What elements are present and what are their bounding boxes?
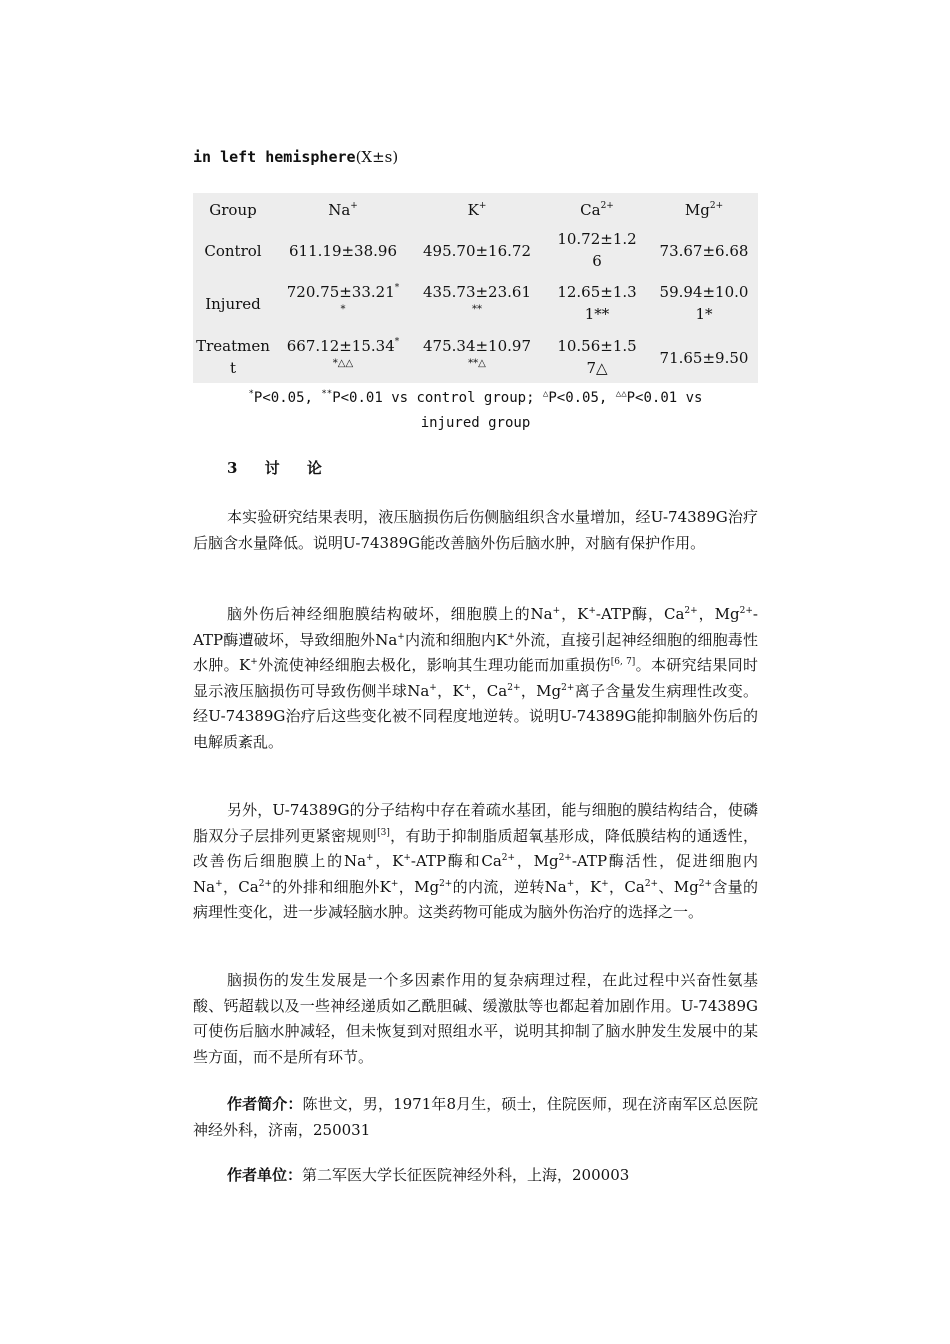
cell-k: 495.70±16.72 xyxy=(423,242,531,260)
cell-k: 435.73±23.61 ** xyxy=(423,283,531,315)
header-ca: $Ca^{2+}$ xyxy=(580,201,614,219)
cell-mg: 59.94±10.0 1* xyxy=(659,283,749,323)
caption-rest: (X±s) xyxy=(355,148,399,166)
cell-group: Injured xyxy=(205,295,261,313)
author-intro xyxy=(193,1092,758,1143)
author-intro-label: 作者简介： xyxy=(227,1095,303,1113)
table-caption xyxy=(193,148,398,167)
header-group: Group xyxy=(209,201,257,219)
cell-k: 475.34±10.97 **△ xyxy=(423,337,531,369)
author-unit-label: 作者单位： xyxy=(227,1166,303,1184)
paragraph-2: 脑外伤后神经细胞膜结构破坏，细胞膜上的Na+，K+-ATP酶，$Ca^{2+}$，$Mg^{2+}$-ATP酶遭破坏，导致细胞外Na+内流和细胞内K+外流，直接引起神经细胞的细胞毒性水肿。K+外流使神经细胞去极化，影响其生理功能而加重损伤[6, 7]。本研究结果同时显示液压脑损伤可导致伤侧半球Na+，K+，$Ca^{2+}$，$Mg^{2+}$离子含量发生病理性改变。经U-74389G治疗后这些变化被不同程度地逆转。说明U-74389G能抑制脑外伤后的电解质紊乱。 xyxy=(193,605,758,751)
cell-ca: 10.72±1.2 6 xyxy=(557,230,637,270)
cell-na: 611.19±38.96 xyxy=(289,242,397,260)
caption-bold: in left hemisphere xyxy=(193,148,356,166)
paragraph-3: 另外，U-74389G的分子结构中存在着疏水基团，能与细胞的膜结构结合，使磷脂双分子层排列更紧密规则[3]，有助于抑制脂质超氧基形成，降低膜结构的通透性，改善伤后细胞膜上的Na+，K+-ATP酶和$Ca^{2+}$，$Mg^{2+}$-ATP酶活性，促进细胞内Na+，$Ca^{2+}$的外排和细胞外K+，$Mg^{2+}$的内流，逆转Na+，K+，$Ca^{2+}$、$Mg^{2+}$含量的病理性变化，进一步减轻脑水肿。这类药物可能成为脑外伤治疗的选择之一。 xyxy=(193,801,759,921)
cell-mg: 73.67±6.68 xyxy=(659,242,749,260)
table-footnote: *P<0.05, **P<0.01 vs control group; △P<0.05, △△P<0.01 vs injured group xyxy=(248,389,703,431)
cell-group: Treatmen t xyxy=(196,337,270,377)
header-na: Na+ xyxy=(328,201,358,219)
header-mg: $Mg^{2+}$ xyxy=(684,201,724,219)
paragraph-4: 脑损伤的发生发展是一个多因素作用的复杂病理过程，在此过程中兴奋性氨基酸、钙超载以及一些神经递质如乙酰胆碱、缓激肽等也都起着加剧作用。U-74389G可使伤后脑水肿减轻，但未恢复到对照组水平，说明其抑制了脑水肿发生发展中的某些方面，而不是所有环节。 xyxy=(193,971,758,1066)
cell-na: 720.75±33.21* * xyxy=(286,283,400,315)
results-table xyxy=(193,193,758,383)
cell-group: Control xyxy=(204,242,262,260)
cell-na: 667.12±15.34* *△△ xyxy=(286,337,400,369)
author-intro-text: 陈世文，男，1971年8月生，硕士，住院医师，现在济南军区总医院神经外科，济南，250031 xyxy=(193,1095,758,1139)
cell-ca: 10.56±1.5 7△ xyxy=(557,337,637,377)
section-heading: 3 讨 论 xyxy=(227,459,326,477)
author-unit xyxy=(193,1163,758,1189)
paragraph-1: 本实验研究结果表明，液压脑损伤后伤侧脑组织含水量增加，经U-74389G治疗后脑含水量降低。说明U-74389G能改善脑外伤后脑水肿，对脑有保护作用。 xyxy=(193,508,758,552)
author-unit-text: 第二军医大学长征医院神经外科，上海，200003 xyxy=(302,1166,630,1184)
header-k: K+ xyxy=(467,201,487,219)
cell-ca: 12.65±1.3 1** xyxy=(557,283,637,323)
cell-mg: 71.65±9.50 xyxy=(659,349,749,367)
